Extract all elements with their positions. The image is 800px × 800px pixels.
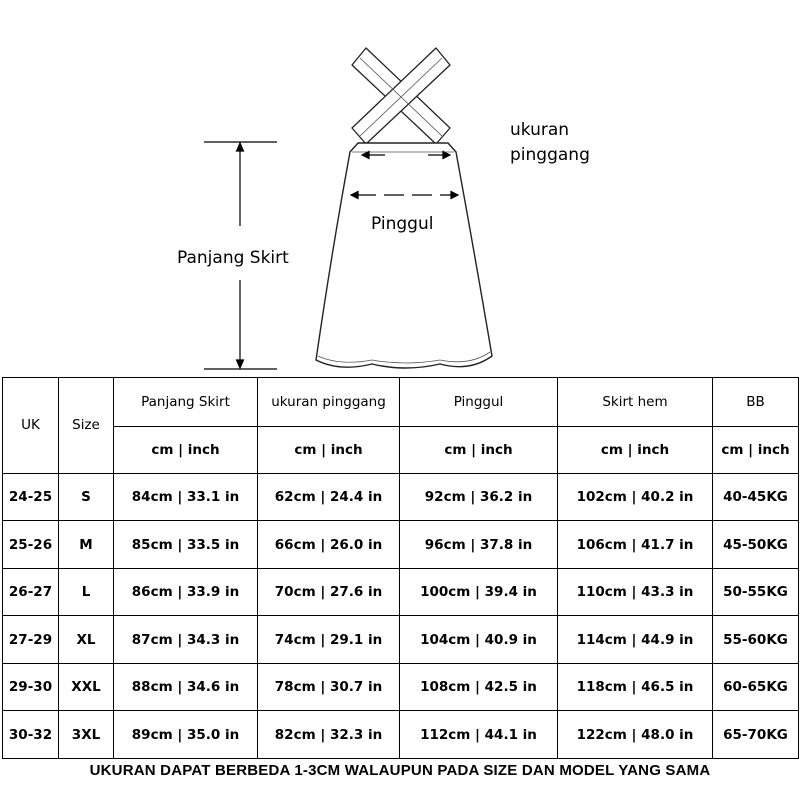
cell-length: 84cm | 33.1 in bbox=[114, 473, 258, 520]
unit-hip: cm | inch bbox=[400, 426, 558, 473]
unit-waist: cm | inch bbox=[258, 426, 400, 473]
cell-hem: 106cm | 41.7 in bbox=[558, 521, 713, 568]
cell-hip: 92cm | 36.2 in bbox=[400, 473, 558, 520]
cell-uk: 30-32 bbox=[3, 711, 59, 759]
header-length: Panjang Skirt bbox=[114, 378, 258, 427]
cell-hip: 100cm | 39.4 in bbox=[400, 568, 558, 615]
cell-length: 88cm | 34.6 in bbox=[114, 663, 258, 710]
cell-length: 89cm | 35.0 in bbox=[114, 711, 258, 759]
cell-bb: 40-45KG bbox=[713, 473, 799, 520]
header-bb: BB bbox=[713, 378, 799, 427]
cell-hip: 112cm | 44.1 in bbox=[400, 711, 558, 759]
cell-size: L bbox=[59, 568, 114, 615]
cell-length: 86cm | 33.9 in bbox=[114, 568, 258, 615]
cell-hem: 102cm | 40.2 in bbox=[558, 473, 713, 520]
cell-hip: 104cm | 40.9 in bbox=[400, 616, 558, 663]
table-row bbox=[3, 568, 799, 615]
table-row bbox=[3, 473, 799, 520]
table-row bbox=[3, 521, 799, 568]
header-size: Size bbox=[59, 378, 114, 474]
waist-label-line2: pinggang bbox=[510, 145, 590, 165]
length-label: Panjang Skirt bbox=[177, 248, 289, 268]
cell-waist: 78cm | 30.7 in bbox=[258, 663, 400, 710]
hip-label: Pinggul bbox=[371, 214, 434, 234]
unit-row bbox=[3, 426, 799, 473]
header-uk: UK bbox=[3, 378, 59, 474]
cell-hem: 118cm | 46.5 in bbox=[558, 663, 713, 710]
table-row bbox=[3, 663, 799, 710]
cell-hip: 108cm | 42.5 in bbox=[400, 663, 558, 710]
header-hem: Skirt hem bbox=[558, 378, 713, 427]
header-row bbox=[3, 378, 799, 427]
table-row bbox=[3, 616, 799, 663]
table-row bbox=[3, 711, 799, 759]
cell-size: M bbox=[59, 521, 114, 568]
cell-waist: 74cm | 29.1 in bbox=[258, 616, 400, 663]
skirt-outline-icon bbox=[0, 0, 800, 378]
cell-size: XL bbox=[59, 616, 114, 663]
cell-bb: 50-55KG bbox=[713, 568, 799, 615]
waist-label-line1: ukuran bbox=[510, 120, 570, 140]
cell-bb: 45-50KG bbox=[713, 521, 799, 568]
cell-uk: 26-27 bbox=[3, 568, 59, 615]
cell-waist: 70cm | 27.6 in bbox=[258, 568, 400, 615]
cell-size: 3XL bbox=[59, 711, 114, 759]
cell-size: S bbox=[59, 473, 114, 520]
unit-hem: cm | inch bbox=[558, 426, 713, 473]
unit-length: cm | inch bbox=[114, 426, 258, 473]
cell-waist: 82cm | 32.3 in bbox=[258, 711, 400, 759]
header-waist: ukuran pinggang bbox=[258, 378, 400, 427]
cell-uk: 25-26 bbox=[3, 521, 59, 568]
unit-bb: cm | inch bbox=[713, 426, 799, 473]
cell-uk: 27-29 bbox=[3, 616, 59, 663]
cell-waist: 62cm | 24.4 in bbox=[258, 473, 400, 520]
footer-note: UKURAN DAPAT BERBEDA 1-3CM WALAUPUN PADA SIZE DAN MODEL YANG SAMA bbox=[89, 762, 711, 779]
cell-hem: 114cm | 44.9 in bbox=[558, 616, 713, 663]
skirt-diagram bbox=[0, 0, 800, 378]
cell-bb: 55-60KG bbox=[713, 616, 799, 663]
cell-hem: 110cm | 43.3 in bbox=[558, 568, 713, 615]
cell-hip: 96cm | 37.8 in bbox=[400, 521, 558, 568]
cell-length: 87cm | 34.3 in bbox=[114, 616, 258, 663]
cell-waist: 66cm | 26.0 in bbox=[258, 521, 400, 568]
cell-bb: 65-70KG bbox=[713, 711, 799, 759]
cell-hem: 122cm | 48.0 in bbox=[558, 711, 713, 759]
cell-bb: 60-65KG bbox=[713, 663, 799, 710]
size-chart-table bbox=[2, 377, 799, 759]
header-hip: Pinggul bbox=[400, 378, 558, 427]
cell-length: 85cm | 33.5 in bbox=[114, 521, 258, 568]
cell-uk: 29-30 bbox=[3, 663, 59, 710]
cell-size: XXL bbox=[59, 663, 114, 710]
waist-label bbox=[510, 118, 590, 168]
cell-uk: 24-25 bbox=[3, 473, 59, 520]
